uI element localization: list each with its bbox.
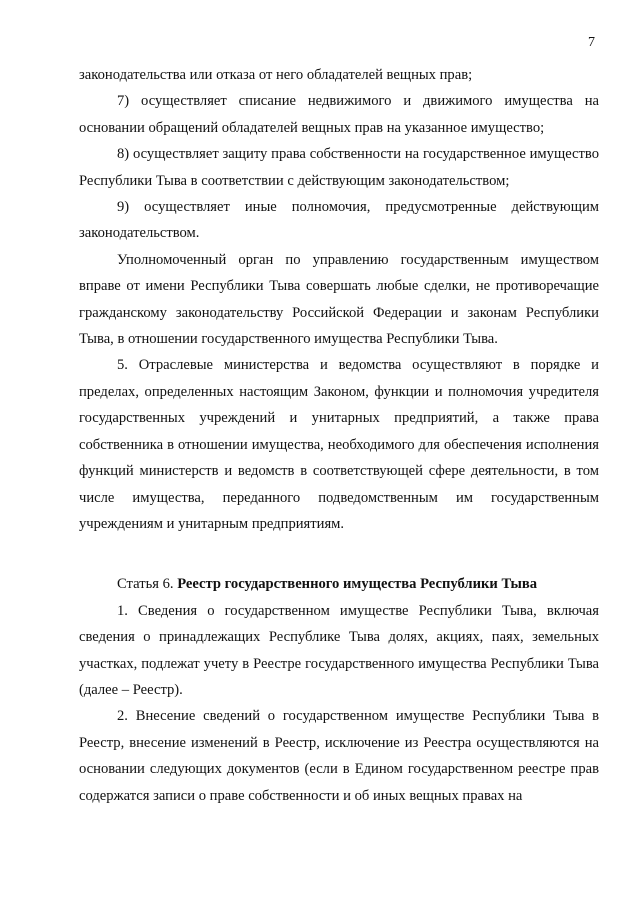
page-number: 7 (588, 35, 595, 50)
paragraph-clause-5: 5. Отраслевые министерства и ведомства осуществляют в порядке и пределах, определенных настоящим Законом, функции и полномочия учредителя государственных учреждений и унитарных предприятий, а также права собственника в отношении имущества, необходимого для обеспечения исполнения функций министерств и ведомств в соответствующей сфере деятельности, в том числе имущества, переданного подведомственным им государственным учреждениям и унитарным предприятиям. (79, 357, 599, 532)
article-paragraph-2: 2. Внесение сведений о государственном имуществе Республики Тыва в Реестр, внесение изменений в Реестр, исключение из Реестра осуществляются на основании следующих документов (если в Едином государственном реестре прав содержатся записи о праве собственности и об иных вещных правах на (79, 708, 599, 804)
paragraph-item-7: 7) осуществляет списание недвижимого и движимого имущества на основании обращений обладателей вещных прав на указанное имущество; (79, 93, 599, 136)
document-body (79, 62, 599, 809)
article-prefix: Статья 6. (117, 576, 174, 593)
article-title: Реестр государственного имущества Республики Тыва (177, 576, 538, 593)
article-paragraph-1: 1. Сведения о государственном имуществе Республики Тыва, включая сведения о принадлежащих Республике Тыва долях, акциях, паях, земельных участках, подлежат учету в Реестре государственного имущества Республики Тыва (далее – Реестр). (79, 602, 599, 698)
article-heading (79, 571, 599, 597)
paragraph-continuation: законодательства или отказа от него обладателей вещных прав; (79, 67, 473, 83)
paragraph-item-9: 9) осуществляет иные полномочия, предусмотренные действующим законодательством. (79, 199, 599, 242)
paragraph-authorized-body: Уполномоченный орган по управлению государственным имуществом вправе от имени Республики Тыва совершать любые сделки, не противоречащие гражданскому законодательству Российской Федерации и законам Республики Тыва, в отношении государственного имущества Республики Тыва. (79, 251, 599, 348)
paragraph-item-8: 8) осуществляет защиту права собственности на государственное имущество Республики Тыва в соответствии с действующим законодательством; (79, 146, 599, 189)
